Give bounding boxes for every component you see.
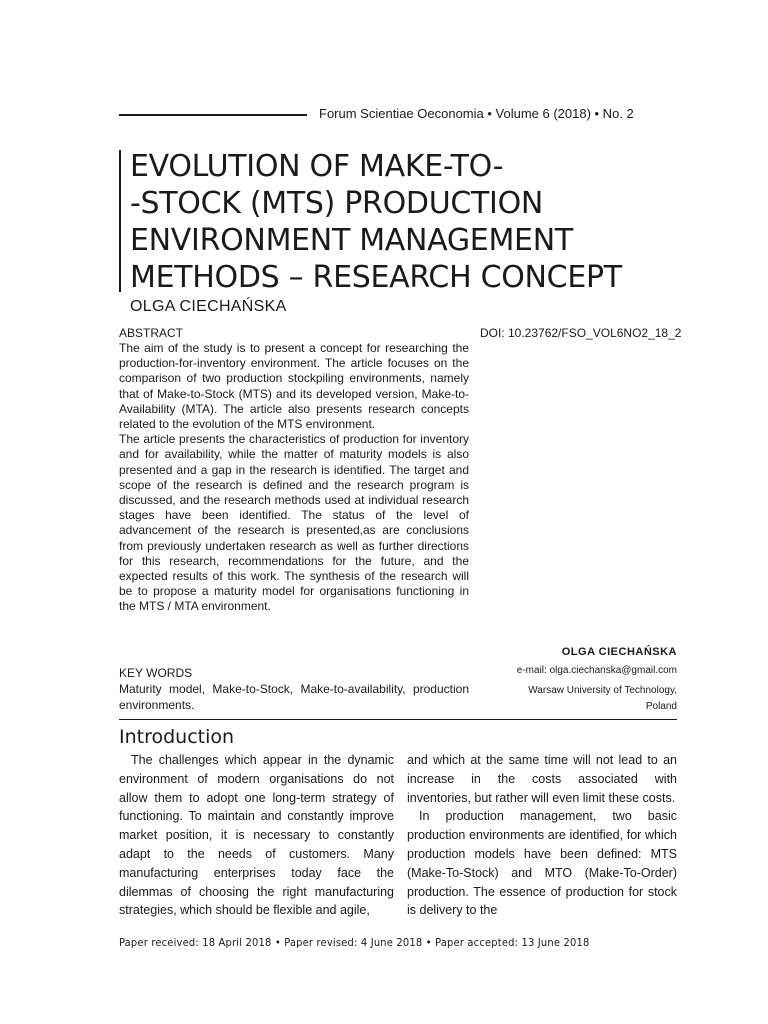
abstract-label: ABSTRACT bbox=[119, 326, 184, 340]
article-title bbox=[130, 148, 730, 296]
body-column-right bbox=[407, 751, 677, 920]
author-email[interactable]: e-mail: olga.ciechanska@gmail.com bbox=[516, 665, 677, 676]
doi[interactable]: DOI: 10.23762/FSO_VOL6NO2_18_2 bbox=[480, 326, 682, 340]
affiliation-line: Poland bbox=[645, 701, 677, 712]
body-paragraph: In production management, two basic production environments are identified, for which production models have been defined: MTS (Make-To-Stock) and MTO (Make-To-Order) production. The essence of production for stock is delivery to the bbox=[407, 809, 677, 918]
body-paragraph: and which at the same time will not lead to an increase in the costs associated with inventories, but rather will even limit these costs. bbox=[407, 753, 677, 805]
header-rule bbox=[119, 114, 307, 116]
title-accent-bar bbox=[119, 150, 121, 292]
section-heading: Introduction bbox=[119, 726, 235, 748]
affiliation-line: Warsaw University of Technology, bbox=[528, 685, 677, 696]
keywords: Maturity model, Make-to-Stock, Make-to-availability, production environments. bbox=[119, 682, 469, 712]
abstract-paragraph: The aim of the study is to present a concept for researching the production-for-inventory environment. The article focuses on the comparison of two production stockpiling environments, namely that of Make-to-Stock (MTS) and its developed version, Make-to-Availability (MTA). The article also presents research concepts related to the evolution of the MTS environment. bbox=[119, 341, 469, 432]
author-box-name: OLGA CIECHAŃSKA bbox=[561, 646, 677, 658]
title-line: EVOLUTION OF MAKE-TO- bbox=[130, 149, 504, 184]
section-divider bbox=[119, 719, 677, 720]
body-column-left bbox=[119, 751, 394, 920]
title-line: ENVIRONMENT MANAGEMENT bbox=[130, 223, 573, 258]
article-author: OLGA CIECHAŃSKA bbox=[130, 298, 287, 315]
body-paragraph: The challenges which appear in the dynamic environment of modern organisations do not allow them to adopt one long-term strategy of functioning. To maintain and constantly improve market position, it is necessary to constantly adapt to the needs of customers. Many manufacturing enterprises today face the dilemmas of choosing the right manufacturing strategies, which should be flexible and agile, bbox=[119, 753, 394, 918]
title-line: -STOCK (MTS) PRODUCTION bbox=[130, 186, 544, 221]
paper-dates-footer: Paper received: 18 April 2018 • Paper revised: 4 June 2018 • Paper accepted: 13 June 2018 bbox=[119, 936, 590, 949]
keywords-label: KEY WORDS bbox=[119, 666, 193, 680]
journal-header: Forum Scientiae Oeconomia • Volume 6 (2018) • No. 2 bbox=[319, 106, 634, 121]
abstract-paragraph: The article presents the characteristics of production for inventory and for availability, while the matter of maturity models is also presented and a gap in the research is identified. The target and scope of the research is defined and the research program is discussed, and the research methods used at individual research stages have been identified. The status of the level of advancement of the research is presented,as are conclusions from previously undertaken research as well as further directions for this research, recommendations for the future, and the expected results of this work. The synthesis of the research will be to propose a maturity model for organisations functioning in the MTS / MTA environment. bbox=[119, 432, 469, 614]
author-affiliation bbox=[528, 683, 677, 715]
title-line: METHODS – RESEARCH CONCEPT bbox=[130, 260, 622, 295]
abstract bbox=[119, 341, 469, 615]
